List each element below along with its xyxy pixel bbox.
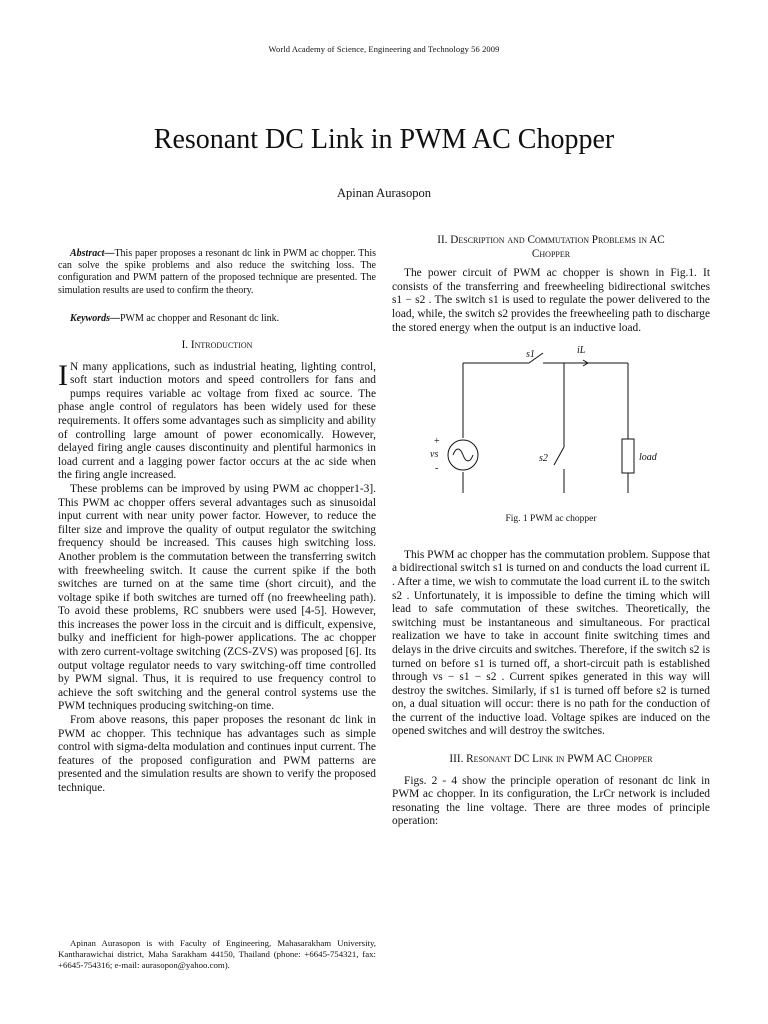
- ac-source-wave: [453, 449, 473, 461]
- running-header: World Academy of Science, Engineering and Technology 56 2009: [268, 44, 500, 54]
- label-plus: +: [434, 436, 440, 448]
- pwm-ac-chopper-circuit: [392, 343, 710, 493]
- keywords-text: PWM ac chopper and Resonant dc link.: [120, 312, 280, 324]
- label-il: iL: [577, 345, 586, 357]
- section-heading-description: [392, 234, 710, 261]
- keywords-label: Keywords—: [70, 312, 120, 324]
- section-heading-description-line1: II. Description and Commutation Problems in AC: [437, 234, 665, 246]
- section-heading-description-line2: Chopper: [531, 247, 571, 260]
- intro-paragraph-1-text: N many applications, such as industrial heating, lighting control, soft start induction motors and speed controllers for fans and pumps requires variable ac voltage from fixed ac source. The phase angle control of regulators has been widely used for these requirements. It offers some advantages such as simplicity and ability of controlling large amount of power economically. However, delayed firing angle causes discontinuity and plentiful harmonics in load current and a lagging power factor occurs at the ac side when the firing angle increased.: [58, 360, 376, 482]
- resonant-paragraph-1: Figs. 2 - 4 show the principle operation of resonant dc link in PWM ac chopper. In its configuration, the LrCr network is included resonating the line voltage. There are three modes of principle operation:: [392, 774, 710, 828]
- section-heading-resonant: III. Resonant DC Link in PWM AC Chopper: [449, 753, 653, 766]
- label-s1: s1: [526, 349, 535, 361]
- abstract: [58, 248, 376, 297]
- intro-paragraph-2: These problems can be improved by using PWM ac chopper1-3]. This PWM ac chopper offers several advantages such as sinusoidal input current with near unity power factor. However, to reduce the filter size and improve the quality of output regulator the switching frequency should be increased. This causes high switching loss. Another problem is the commutation between the transferring switch with freewheeling switch. It cause the current spike if the both switches are turned on at the same time (short circuit), and the voltage spike if both switches are turned off (no freewheeling path). To avoid these problems, RC snubbers were used [4-5]. However, this increases the power loss in the circuit and is difficult, expensive, bulky and inefficient for high-power applications. The ac chopper with zero current-voltage switching (ZCS-ZVS) was proposed [6]. Its output voltage regulator needs to vary switching-off time controlled by PWM signal. Thus, it is required to use frequency control to achieve the soft switching and the general control systems use the PWM techniques producing switching-on time.: [58, 482, 376, 713]
- left-column: [58, 234, 376, 796]
- label-minus: -: [435, 463, 439, 475]
- switch-s2: [554, 447, 564, 465]
- description-paragraph-1: The power circuit of PWM ac chopper is shown in Fig.1. It consists of the transferring and freewheeling bidirectional switches s1 − s2 . The switch s1 is used to regulate the power delivered to the load, while, the switch s2 provides the freewheeling path to discharge the stored energy when the output is an inductive load.: [392, 267, 710, 334]
- paper-title: Resonant DC Link in PWM AC Chopper: [153, 124, 615, 155]
- abstract-label: Abstract—: [70, 248, 115, 259]
- paper-author: Apinan Aurasopon: [336, 186, 432, 200]
- abstract-text: This paper proposes a resonant dc link in PWM ac chopper. This can solve the spike problems and also reduce the switching loss. The configuration and PWM pattern of the proposed technique are presented. The simulation results are used to confirm the theory.: [58, 248, 376, 296]
- label-load: load: [639, 452, 657, 464]
- description-paragraph-2: This PWM ac chopper has the commutation problem. Suppose that a bidirectional switch s1 is turned on and conducts the load current iL . After a time, we wish to commutate the load current iL to the switch s2 . Unfortunately, it is impossible to define the timing which will lead to safe commutation of these switches. Theoretically, the switching must be instantaneous and simultaneous. For practical realization we have to take in account finite switching times and delays in the drive circuits and switches. Therefore, if the switch s2 is turned on before s1 is turned off, a short-circuit path is established through vs − s1 − s2 . Current spikes generated in this way will destroy the switches. Similarly, if s1 is turned off before s2 is turned on, a dual situation will occur: there is no path for the conduction of the current of the inductive load. Voltage spikes are induced on the opened switches and will destroy the switches.: [392, 548, 710, 738]
- label-vs: vs: [430, 449, 439, 461]
- keywords: [58, 313, 376, 325]
- author-footnote: Apinan Aurasopon is with Faculty of Engineering, Mahasarakham University, Kantharawichai district, Maha Sarakham 44150, Thailand (phone: +6645-754321, fax: +6645-754316; e-mail: aurasopon@yahoo.com).: [58, 938, 376, 970]
- intro-paragraph-3: From above reasons, this paper proposes the resonant dc link in PWM ac chopper. This technique has advantages such as simple control with sigma-delta modulation and continues input current. The features of the proposed configuration and PWM patterns are presented and the simulation results are shown to verify the proposed technique.: [58, 714, 376, 795]
- figure-1-caption: Fig. 1 PWM ac chopper: [505, 514, 597, 525]
- right-column: [392, 234, 710, 829]
- label-s2: s2: [539, 453, 548, 465]
- section-heading-introduction: I. Introduction: [181, 339, 253, 352]
- figure-1: [392, 343, 710, 493]
- drop-cap: I: [58, 358, 68, 392]
- load-resistor: [622, 439, 634, 473]
- intro-paragraph-1: [58, 358, 376, 483]
